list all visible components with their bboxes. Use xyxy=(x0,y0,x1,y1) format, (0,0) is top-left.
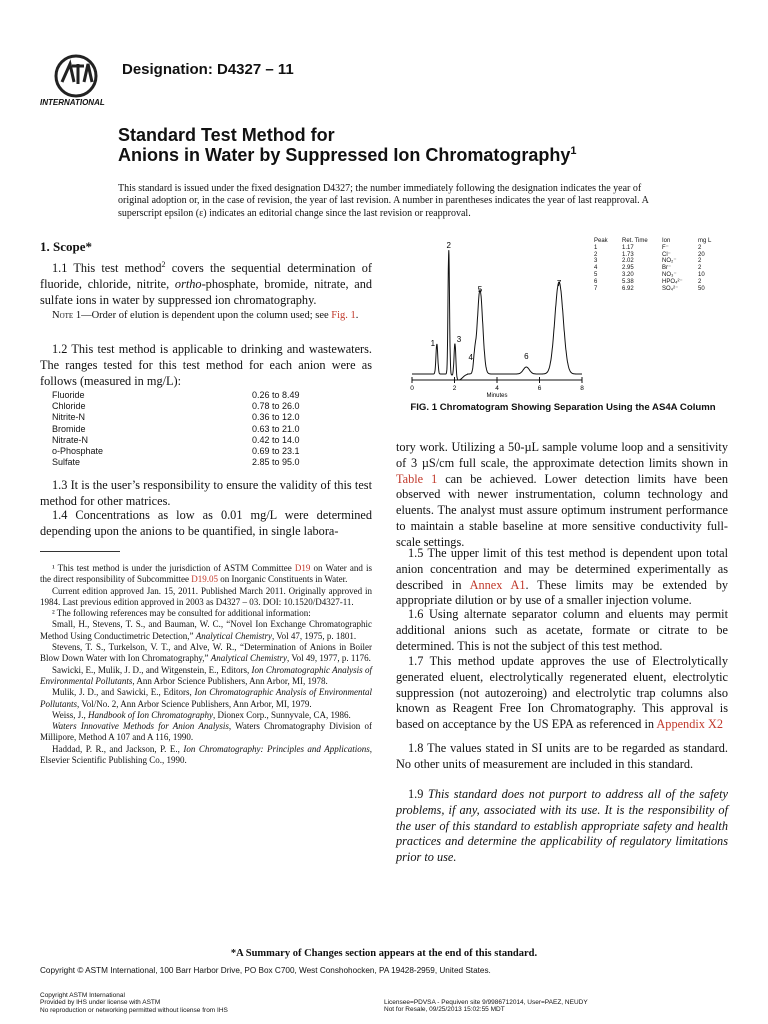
peak-label: 7 xyxy=(556,279,562,288)
anion-name: Chloride xyxy=(52,401,86,412)
peak-table-cell: 4 xyxy=(594,265,598,272)
anion-name: Fluoride xyxy=(52,390,85,400)
reference-item: Weiss, J., Handbook of Ion Chromatography, Dionex Corp., Sunnyvale, CA, 1986. xyxy=(52,709,351,720)
peak-label: 3 xyxy=(456,335,462,344)
peak-table-cell: 2 xyxy=(594,251,598,258)
footer-right-line-2: Not for Resale, 09/25/2013 15:02:55 MDT xyxy=(384,1006,505,1014)
d19-link[interactable]: D19 xyxy=(294,563,311,573)
summary-of-changes-note: *A Summary of Changes section appears at the end of this standard. xyxy=(230,948,538,959)
para-1-4-cont: tory work. Utilizing a 50-µL sample volume loop and a sensitivity of 3 µS/cm full scale, the approximate detection limits shown in Table 1 can be achieved. Lower detection limits have been observed with newer instrumentation, column technology and eluents. The analyst must assure optimum instrument performance to maintain a stable baseline at more sensitive conductivity full-scale settings. xyxy=(396,440,728,549)
peak-table-row xyxy=(594,265,724,272)
footer-right xyxy=(384,999,588,1014)
anion-name: Sulfate xyxy=(52,457,81,468)
reference-item: Haddad, P. R., and Jackson, P. E., Ion Chromatography: Principles and Applications, Elsevier Scientific Publishing Co., 1990. xyxy=(40,743,372,766)
copyright-line: Copyright © ASTM International, 100 Barr Harbor Drive, PO Box C700, West Conshohocken, PA 19428-2959, United States. xyxy=(40,966,491,975)
peak-table-cell: 2 xyxy=(698,278,702,285)
peak-table-cell: 2 xyxy=(698,244,702,251)
peak-table-header-cell: Ion xyxy=(662,238,671,244)
peak-table-cell: 2 xyxy=(698,265,702,272)
anion-range: 0.69 to 23.1 xyxy=(252,446,300,457)
peak-table-cell: 50 xyxy=(698,285,705,292)
peak-table-cell: 6 xyxy=(594,278,598,285)
x-tick-label: 4 xyxy=(495,385,499,392)
footnote-rule xyxy=(40,551,120,552)
x-axis-label: Minutes xyxy=(486,393,508,399)
appendix-x2-link[interactable]: Appendix X2 xyxy=(656,717,724,732)
peak-table-header-cell: mg L xyxy=(698,238,712,244)
para-1-9: 1.9 This standard does not purport to address all of the safety problems, if any, associated with its use. It is the responsibility of the user of this standard to establish appropriate safety and health practices and determine the applicability of regulatory limitations prior to use. xyxy=(396,787,728,865)
peak-table-cell: 2 xyxy=(698,258,702,265)
reference-item: Mulik, J. D., and Sawicki, E., Editors, Ion Chromatographic Analysis of Environmental Pollutants, Vol/No. 2, Ann Arbor Science Publishers, Ann Arbor, MI, 1979. xyxy=(40,687,372,709)
peak-label: 2 xyxy=(446,241,451,250)
anion-row xyxy=(52,424,352,435)
peak-table-cell: 5.38 xyxy=(622,278,634,285)
para-1-4: 1.4 Concentrations as low as 0.01 mg/L were determined depending upon the anions to be quantified, in single labora- xyxy=(40,508,372,538)
peak-table xyxy=(594,238,734,292)
peak-table-header xyxy=(594,238,724,245)
title-line-1: Standard Test Method for xyxy=(118,125,335,145)
footnotes xyxy=(40,563,372,766)
anion-range-table xyxy=(52,390,352,468)
para-1-5: 1.5 The upper limit of this test method is dependent upon total anion concentration and may be determined experimentally as described in Annex A1. These limits may be extended by appropriate dilution or by use of a smaller injection volume. xyxy=(396,546,728,608)
anion-range: 0.42 to 14.0 xyxy=(252,434,300,445)
table1-link[interactable]: Table 1 xyxy=(396,471,438,486)
para-1-7: 1.7 This method update approves the use of Electrolytically generated eluent, electrolytically regenerated eluent, electrolytic suppression (not autozeroing) and electrolytic trap columns also known as Reagent Free Ion Chromatography. This approval is based on acceptance by the US EPA as referenced in Appendix X2 xyxy=(396,654,728,732)
peak-label: 4 xyxy=(468,353,473,362)
peak-table-row xyxy=(594,272,724,279)
anion-range: 0.36 to 12.0 xyxy=(252,412,300,423)
peak-table-cell: 2.95 xyxy=(622,265,634,272)
peak-table-cell: NO₃⁻ xyxy=(662,271,677,278)
anion-range: 0.26 to 8.49 xyxy=(252,390,300,400)
peak-table-cell: 3 xyxy=(594,258,598,265)
d1905-link[interactable]: D19.05 xyxy=(191,574,218,585)
x-tick-label: 0 xyxy=(410,385,414,392)
anion-name: Nitrate-N xyxy=(52,434,89,445)
footer-left-line-2: Provided by IHS under license with ASTM xyxy=(40,999,161,1007)
anion-name: Nitrite-N xyxy=(52,412,85,423)
peak-table-cell: 1 xyxy=(594,244,598,251)
annex-a1-link[interactable]: Annex A1 xyxy=(469,577,526,592)
intro-paragraph: This standard is issued under the fixed designation D4327; the number immediately following the designation indicates the year of original adoption or, in the case of revision, the year of last revision. A number in parentheses indicates the year of last reapproval. A superscript epsilon (ε) indicates an editorial change since the last revision or reapproval. xyxy=(118,183,649,219)
x-tick-label: 8 xyxy=(580,385,584,392)
reference-item: Small, H., Stevens, T. S., and Bauman, W. C., “Novel Ion Exchange Chromatographic Method Using Conductimetric Detection,” Analytical Chemistry, Vol 47, 1975, p. 1801. xyxy=(40,619,372,641)
peak-table-cell: Br⁻ xyxy=(662,265,672,272)
anion-name: o-Phosphate xyxy=(52,446,104,457)
footer-right-line-1: Licensee=PDVSA - Pequiven site 9/9986712014, User=PAEZ, NEUDY xyxy=(384,999,588,1006)
title-line-2: Anions in Water by Suppressed Ion Chromatography$^1$ xyxy=(118,145,577,165)
peak-table-cell: F⁻ xyxy=(662,244,669,251)
reference-item: Sawicki, E., Mulik, J. D., and Witgenstein, E., Editors, Ion Chromatographic Analysis of Environmental Pollutants, Ann Arbor Science Publishers, Ann Arbor, MI, 1978. xyxy=(40,664,372,686)
peak-table-row xyxy=(594,245,724,252)
x-tick-label: 2 xyxy=(452,385,457,392)
peak-table-header-cell: Ret. Time xyxy=(622,238,648,244)
footnote-edition: Current edition approved Jan. 15, 2011. Published March 2011. Originally approved in 1984. Last previous edition approved in 2003 as D4327 – 03. DOI: 10.1520/D4327-11. xyxy=(40,585,372,607)
peak-table-cell: NO₂⁻ xyxy=(662,258,677,265)
para-1-3: 1.3 It is the user’s responsibility to ensure the validity of this test method for other matrices. xyxy=(40,478,372,508)
peak-table-row xyxy=(594,279,724,286)
footer-left-line-3: No reproduction or networking permitted without license from IHS xyxy=(40,1006,228,1014)
designation: Designation: D4327 – 11 xyxy=(122,61,294,78)
logo-text: INTERNATIONAL xyxy=(40,98,105,107)
peak-table-header-cell: Peak xyxy=(594,238,608,244)
peak-table-cell: 5 xyxy=(594,271,598,278)
figure-caption: FIG. 1 Chromatogram Showing Separation Using the AS4A Column xyxy=(410,402,716,413)
chromatogram-trace xyxy=(412,250,582,380)
peak-table-row xyxy=(594,258,724,265)
x-tick-label: 6 xyxy=(537,385,542,392)
reference-item: Stevens, T. S., Turkelson, V. T., and Alve, W. R., “Determination of Anions in Boiler Blow Down Water with Ion Chromatography,” Analytical Chemistry, Vol 49, 1977, p. 1176. xyxy=(40,642,372,664)
peak-table-cell: 3.20 xyxy=(622,271,634,278)
astm-logo xyxy=(38,52,114,110)
para-1-6: 1.6 Using alternate separator column and eluents may permit additional anions such as acetate, formate or citrate to be determined. This is not the subject of this test method. xyxy=(396,607,728,653)
peak-label: 5 xyxy=(477,285,483,294)
peak-table-cell: 2.02 xyxy=(622,258,634,265)
peak-table-cell: SO₄²⁻ xyxy=(662,285,679,292)
peak-label: 6 xyxy=(524,352,529,361)
anion-name: Bromide xyxy=(52,423,86,434)
para-1-8: 1.8 The values stated in SI units are to be regarded as standard. No other units of measurement are included in this standard. xyxy=(396,741,728,771)
peak-table-cell: 1.17 xyxy=(622,244,634,251)
peak-table-cell: 10 xyxy=(698,271,705,278)
anion-row xyxy=(52,412,352,423)
footer-left-line-1: Copyright ASTM International xyxy=(40,992,125,999)
anion-range: 2.85 to 95.0 xyxy=(252,457,300,468)
peak-table-cell: HPO₄²⁻ xyxy=(662,278,683,285)
peak-label: 1 xyxy=(430,339,436,348)
peak-table-cell: 7 xyxy=(594,285,598,292)
para-1-2: 1.2 This test method is applicable to drinking and wastewaters. The ranges tested for this test method for each anion were as follows (measured in mg/L): xyxy=(40,342,372,388)
peak-table-row xyxy=(594,286,724,293)
anion-range: 0.63 to 21.0 xyxy=(252,423,300,434)
para-1-1: 1.1 This test method$^2$ covers the sequential determination of fluoride, chloride, nitrite, ortho-phosphate, bromide, nitrate, and sulfate ions in water by suppressed ion chromatography. xyxy=(40,260,373,307)
note-1: Note 1—Order of elution is dependent upon the column used; see Fig. 1. xyxy=(52,310,359,321)
footnote-2: ² The following references may be consulted for additional information: xyxy=(52,608,311,619)
footnote-1: ¹ This test method is under the jurisdiction of ASTM Committee D19 on Water and is the direct responsibility of Subcommittee D19.05 on Inorganic Constituents in Water. xyxy=(40,563,372,585)
peak-table-cell: 6.92 xyxy=(622,285,634,292)
peak-table-row xyxy=(594,252,724,259)
anion-range: 0.78 to 26.0 xyxy=(252,401,300,412)
anion-row xyxy=(52,435,352,446)
anion-row xyxy=(52,390,352,401)
anion-row xyxy=(52,446,352,457)
anion-row xyxy=(52,401,352,412)
peak-table-cell: 1.73 xyxy=(622,251,634,258)
peak-table-cell: 20 xyxy=(698,251,705,258)
footer-left xyxy=(40,992,228,1014)
peak-table-cell: Cl⁻ xyxy=(662,251,671,258)
section-heading-scope: 1. Scope* xyxy=(40,239,92,254)
anion-row xyxy=(52,457,352,468)
reference-item: Waters Innovative Methods for Anion Analysis, Waters Chromatography Division of Millipore, Method A 107 and A 116, 1990. xyxy=(40,721,372,743)
fig1-link[interactable]: Fig. 1 xyxy=(331,310,356,321)
